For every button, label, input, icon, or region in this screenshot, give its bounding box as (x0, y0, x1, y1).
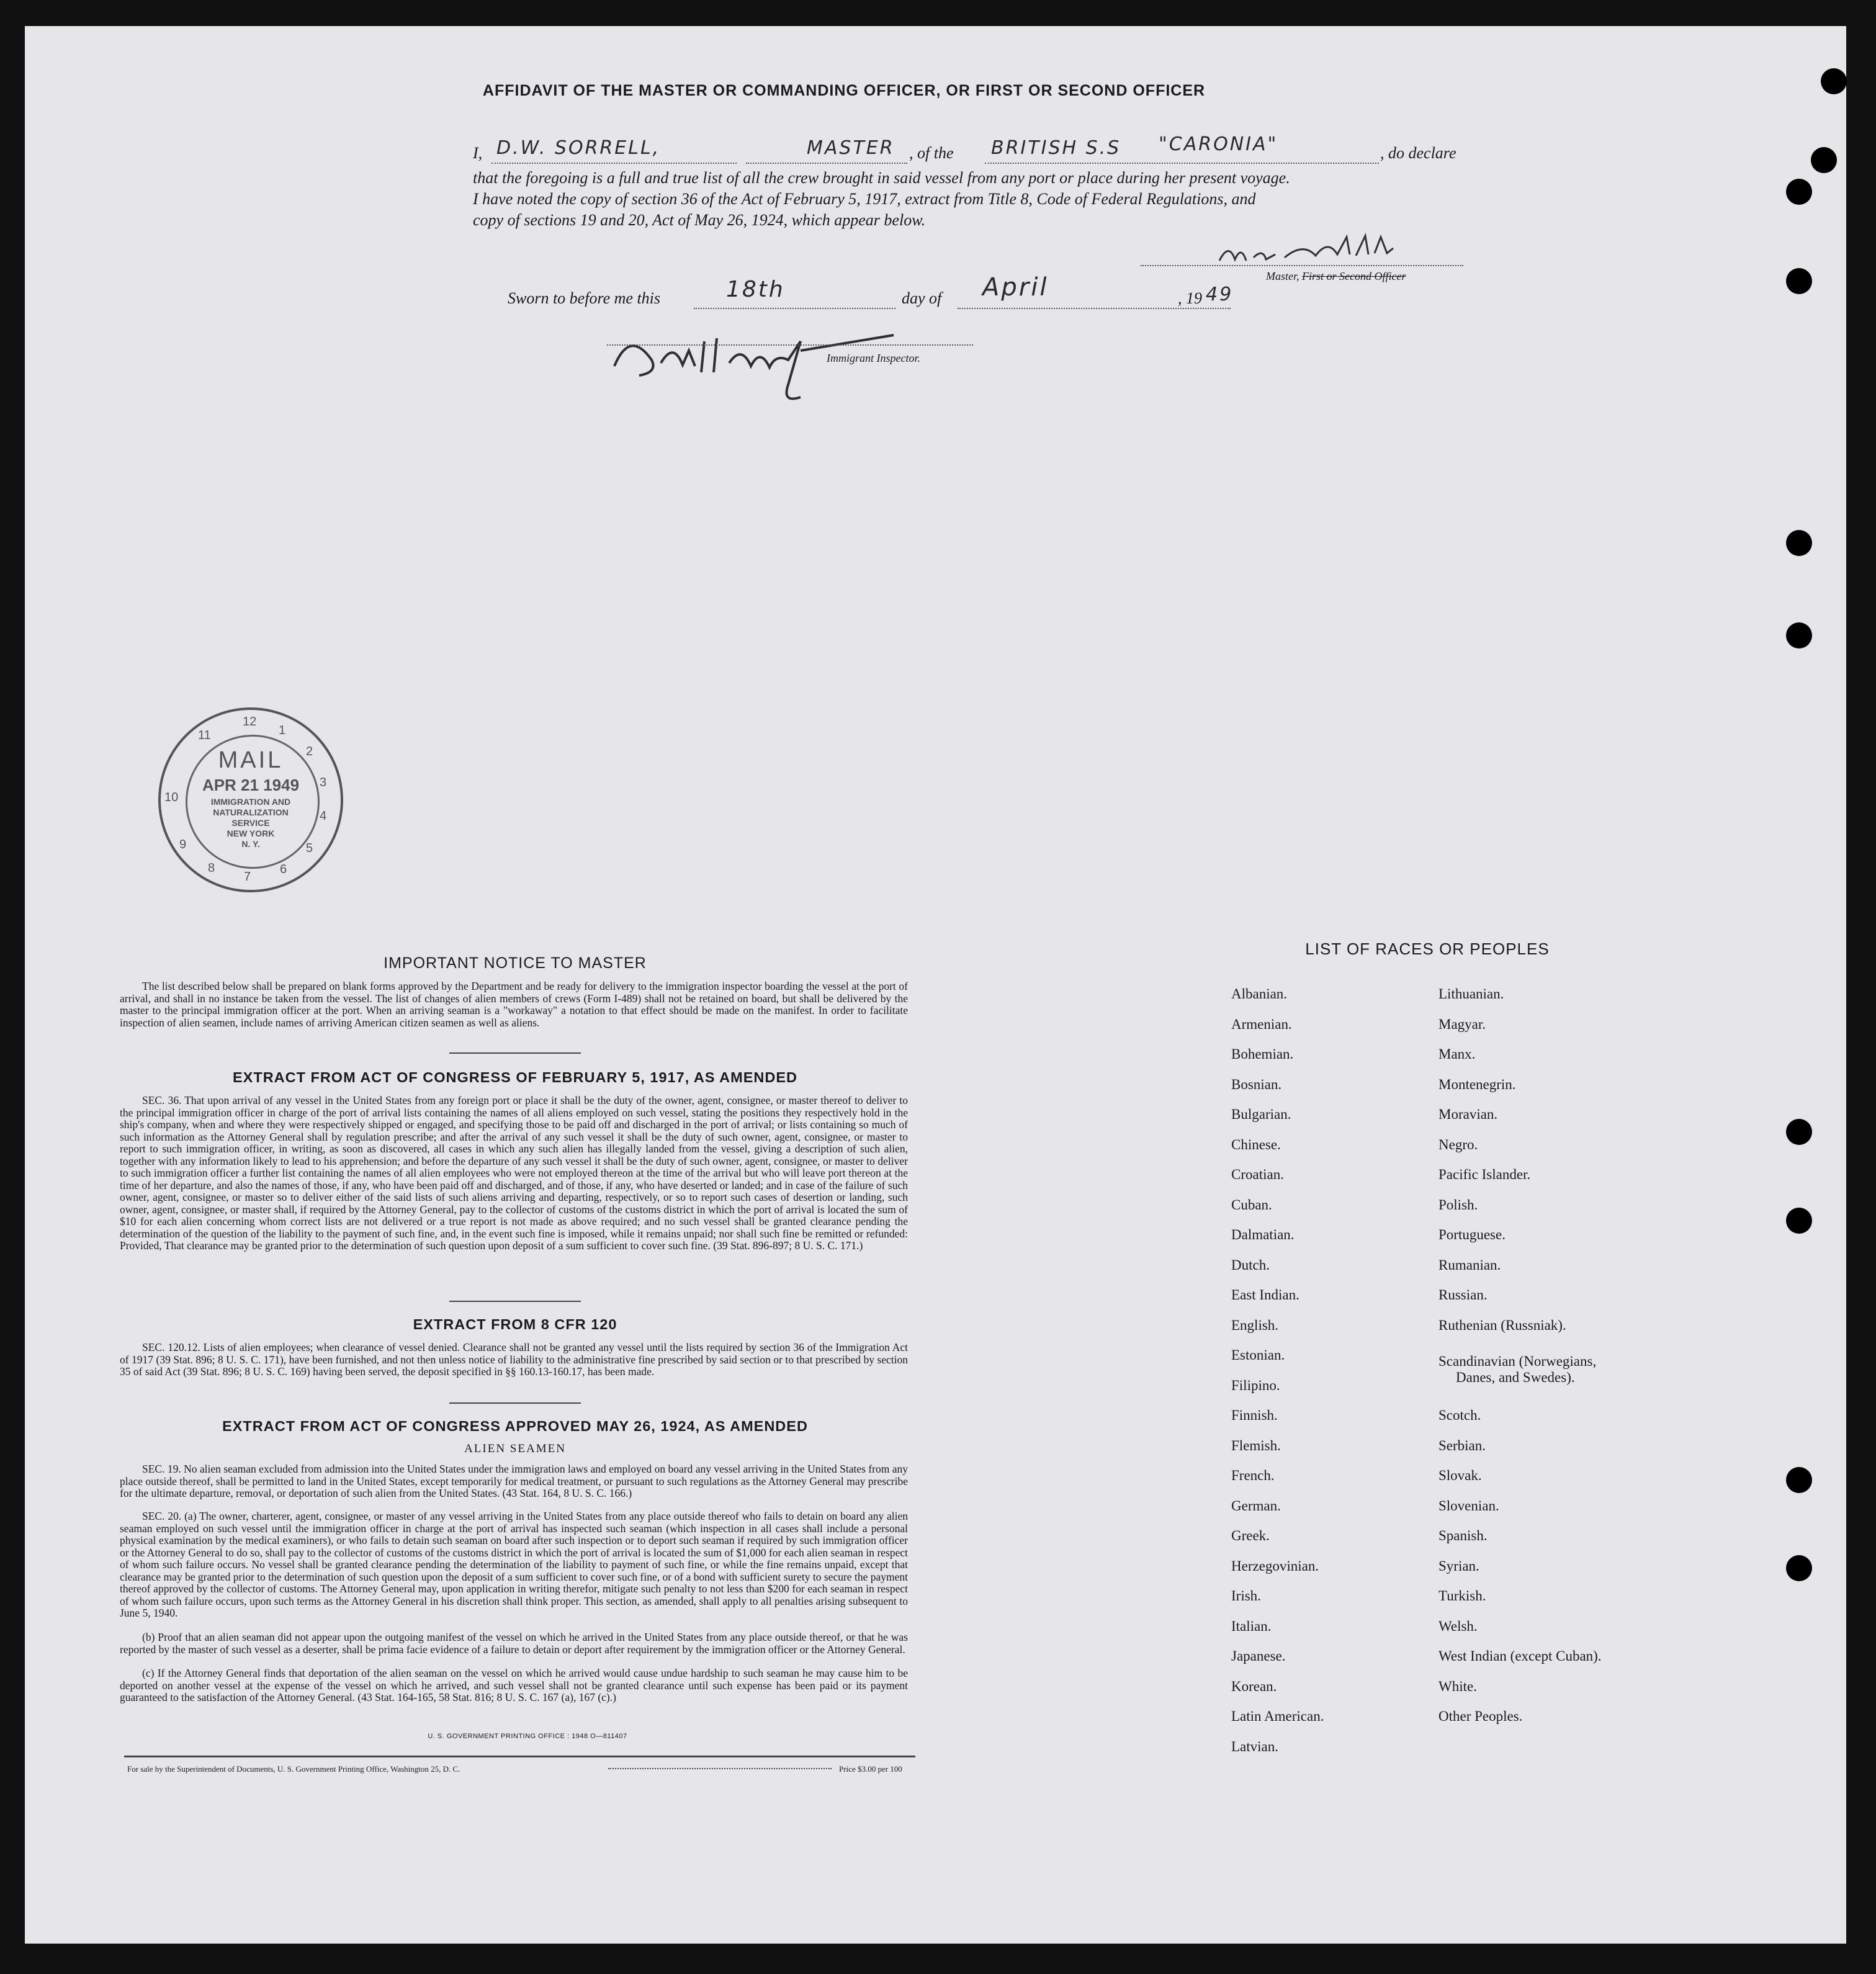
extract-cfr-body: SEC. 120.12. Lists of alien employees; when clearance of vessel denied. Clearance shall not be granted any vessel until the lists required by section 36 of the Immigration Act of 1917 (39 Stat. 896; 8 U. S. C. 171), have been furnished, and not then unless notice of liability to the administrative fine prescribed by said section or to that prescribed by section 35 of said Act (39 Stat. 896; 8 U. S. C. 169) having been served, the deposit specified in §§ 160.13-160.17, has been made. (120, 1341, 908, 1378)
race-item: Armenian. (1231, 1016, 1292, 1032)
affidavit-line1 (473, 133, 1472, 165)
punch-hole (1811, 147, 1837, 173)
master-caption (1266, 266, 1406, 287)
stamp-line3: SERVICE (231, 818, 270, 828)
stamp-hour-number: 12 (243, 715, 257, 729)
race-item: French. (1231, 1468, 1275, 1483)
race-item: Estonian. (1231, 1347, 1285, 1363)
divider-rule (449, 1301, 581, 1302)
stamp-line1: IMMIGRATION AND (210, 797, 291, 807)
race-item: Welsh. (1438, 1618, 1478, 1634)
stamp-hour-number: 5 (306, 841, 313, 855)
stamp-hour-number: 10 (164, 791, 179, 804)
race-item: Bulgarian. (1231, 1106, 1291, 1122)
race-item: Japanese. (1231, 1648, 1286, 1664)
race-item: Chinese. (1231, 1136, 1281, 1152)
affidavit-line4: copy of sections 19 and 20, Act of May 26, 1924, which appear below. (473, 211, 926, 229)
race-item: Latin American. (1231, 1708, 1324, 1724)
race-item: Polish. (1438, 1196, 1478, 1213)
stamp-hour-number: 4 (320, 809, 327, 823)
punch-hole (1786, 1467, 1812, 1493)
punch-hole (1786, 622, 1812, 648)
footer-leader-dots (608, 1768, 832, 1769)
race-item: Russian. (1438, 1287, 1488, 1303)
inspector-signature-line (607, 332, 973, 346)
race-item: East Indian. (1231, 1287, 1299, 1303)
race-item: West Indian (except Cuban). (1438, 1648, 1602, 1664)
sworn-day: 18th (726, 277, 785, 302)
race-item: Albanian. (1231, 986, 1288, 1002)
stamp-hour-number: 11 (198, 729, 211, 742)
race-item: White. (1438, 1678, 1477, 1694)
race-item: Greek. (1231, 1528, 1270, 1543)
race-item: Pacific Islander. (1438, 1167, 1531, 1182)
stamp-hour-number: 8 (208, 861, 215, 875)
divider-rule (449, 1402, 581, 1404)
sec20b-body: (b) Proof that an alien seaman did not appear upon the outgoing manifest of the vessel on which he arrived in the United States from any place outside thereof, or that he was reported by the master of such vessel as a deserter, shall be prima facie evidence of a failure to detain or deport after requirement by the immigration officer or the Attorney General. (120, 1631, 908, 1656)
race-item: Irish. (1231, 1588, 1261, 1604)
punch-hole (1786, 1119, 1812, 1145)
divider-rule (449, 1052, 581, 1054)
sworn-month: April (982, 273, 1049, 302)
races-heading: LIST OF RACES OR PEOPLES (1305, 940, 1550, 958)
master-name: D.W. SORRELL, (496, 137, 661, 159)
mail-received-stamp (158, 707, 343, 892)
stamp-line4: NEW YORK (227, 828, 275, 838)
race-item: Turkish. (1438, 1588, 1486, 1604)
sworn-line (508, 273, 1252, 313)
race-item: Croatian. (1231, 1167, 1284, 1182)
master-caption-label: Master, (1266, 270, 1299, 282)
race-item: Bosnian. (1231, 1076, 1282, 1092)
punch-hole (1786, 1208, 1812, 1234)
race-item: Filipino. (1231, 1377, 1280, 1393)
i-prefix: I, (473, 144, 483, 162)
stamp-hour-number: 1 (279, 724, 286, 737)
stamp-hour-number: 9 (179, 838, 187, 851)
notice-body: The list described below shall be prepared on blank forms approved by the Department and be ready for delivery to the immigration inspector boarding the vessel at the port of arrival, and shall in no instance be taken from the vessel. The list of changes of alien members of crews (Form I-489) shall not be retained on board, but shall be delivered by the master to the principal immigration officer at the port. When an arriving seaman is a "workaway" a notation to that effect should be made on the manifest. In order to facilitate inspection of alien seamen, include names of arriving American citizen seamen as well as aliens. (120, 980, 908, 1029)
stamp-line5: N. Y. (241, 839, 260, 849)
sec20c-body: (c) If the Attorney General finds that deportation of the alien seaman on the vessel on which he arrived would cause undue hardship to such seaman he may cause him to be deported on another vessel at the expense of the vessel on which he arrived, and such vessel shall not be granted clearance until such expense has been paid or its payment guaranteed to the satisfaction of the Attorney General. (43 Stat. 164-165, 58 Stat. 816; 8 U. S. C. 167 (a), 167 (c).) (120, 1667, 908, 1703)
race-item: Montenegrin. (1438, 1076, 1516, 1092)
affidavit-line3: I have noted the copy of section 36 of the Act of February 5, 1917, extract from Title 8, Code of Federal Regulations, and (473, 190, 1256, 208)
race-item: Finnish. (1231, 1407, 1278, 1423)
race-item: Dutch. (1231, 1257, 1270, 1273)
race-item: Scotch. (1438, 1407, 1481, 1423)
price-note: Price $3.00 per 100 (839, 1764, 902, 1774)
stamp-hour-number: 2 (306, 745, 313, 758)
stamp-date: APR 21 1949 (202, 776, 300, 794)
race-item: Rumanian. (1438, 1257, 1501, 1273)
of-the-text: , of the (909, 144, 954, 162)
affidavit-line2: that the foregoing is a full and true list of all the crew brought in said vessel from any port or place during her present voyage. (473, 169, 1290, 187)
sworn-prefix: Sworn to before me this (508, 289, 661, 307)
race-item: German. (1231, 1497, 1281, 1514)
extract-1917-body: SEC. 36. That upon arrival of any vessel in the United States from any foreign port or place it shall be the duty of the owner, agent, consignee, or master thereof to deliver to the principal immigration officer in charge of the port of arrival lists containing the names of all aliens employed on such vessel, stating the positions they respectively hold in the ship's company, when and where they were respectively shipped or engaged, and specifying those to be paid off and discharged in the port of arrival; or lists containing so much of such information as the Attorney General shall by regulation prescribe; and after the arrival of any such vessel it shall be the duty of such owner, agent, consignee, or master to report to such immigration officer, in writing, as soon as discovered, all cases in which any such alien has illegally landed from the vessel, giving a description of such alien, together with any information likely to lead to his apprehension; and before the departure of any such vessel it shall be the duty of such owner, agent, consignee, or master to deliver to such immigration officer a further list containing the names of all alien employees who were not employed thereon at the time of the arrival but who will leave port thereon at the time of her departure, and also the names of those, if any, who have been paid off and discharged, and of those, if any, who have deserted or landed; and in case of the failure of such owner, agent, consignee, or master so to deliver either of the said lists of such aliens arriving and departing, respectively, or so to report such cases of desertion or landing, such owner, agent, consignee, or master shall, if required by the Attorney General, pay to the collector of customs of the customs district in which the port of arrival is located the sum of $10 for each alien concerning whom correct lists are not delivered or a true report is not made as above required; and no such vessel shall be granted clearance pending the determination of the question of the liability to the payment of such fine, and, in the event such fine is imposed, while it remains unpaid; nor shall such fine be remitted or refunded: Provided, That clearance may be granted prior to the determination of such question upon deposit of a sum sufficient to cover such fine. (39 Stat. 896-897; 8 U. S. C. 171.) (120, 1094, 908, 1252)
master-title: MASTER (807, 137, 895, 159)
stamp-word: MAIL (218, 747, 284, 773)
extract-1924-heading: EXTRACT FROM ACT OF CONGRESS APPROVED MAY 26, 1924, AS AMENDED (222, 1418, 808, 1434)
race-item: Serbian. (1438, 1437, 1486, 1453)
for-sale-note: For sale by the Superintendent of Documents, U. S. Government Printing Office, Washington 25, D. C. (127, 1764, 460, 1774)
inspector-caption: Immigrant Inspector. (827, 352, 920, 364)
extract-cfr-heading: EXTRACT FROM 8 CFR 120 (413, 1316, 617, 1332)
race-item: Manx. (1438, 1046, 1476, 1062)
race-item: Ruthenian (Russniak). (1438, 1317, 1566, 1333)
race-item: Slovenian. (1438, 1497, 1499, 1514)
race-item: English. (1231, 1317, 1279, 1333)
punch-hole (1786, 268, 1812, 294)
race-item: Slovak. (1438, 1468, 1482, 1483)
stamp-hour-number: 3 (320, 776, 327, 789)
footer-rule (124, 1756, 915, 1757)
punch-hole (1821, 68, 1847, 94)
vessel-nationality: BRITISH S.S (991, 137, 1121, 159)
stamp-hour-number: 6 (280, 863, 287, 876)
race-item: Cuban. (1231, 1196, 1272, 1213)
master-signature-line (1141, 251, 1463, 266)
race-item: Moravian. (1438, 1106, 1498, 1122)
race-item: Syrian. (1438, 1558, 1479, 1574)
affidavit-heading: AFFIDAVIT OF THE MASTER OR COMMANDING OFFICER, OR FIRST OR SECOND OFFICER (482, 82, 1206, 99)
officer-caption-struck: First or Second Officer (1302, 270, 1406, 282)
do-declare-text: , do declare (1380, 144, 1456, 162)
race-item: Lithuanian. (1438, 986, 1504, 1002)
punch-hole (1786, 530, 1812, 556)
race-item: Danes, and Swedes). (1456, 1370, 1575, 1385)
race-item: Other Peoples. (1438, 1708, 1523, 1724)
race-item: Bohemian. (1231, 1046, 1294, 1062)
day-of-text: day of (902, 289, 942, 307)
notice-heading: IMPORTANT NOTICE TO MASTER (384, 954, 647, 972)
sec20a-body: SEC. 20. (a) The owner, charterer, agent, consignee, or master of any vessel arriving in the United States from any place outside thereof who fails to detain on board any alien seaman employed on such vessel until the immigration officer in charge at the port of arrival has inspected such seaman (which inspection in all cases shall include a personal physical examination by the medical examiners), or who fails to detain such seaman on board after such inspection or to deport such seaman if required by such immigration officer or the Attorney General to do so, shall pay to the collector of customs of the customs district in which the port of arrival is located the sum of $1,000 for each alien seaman in respect of whom such failure occurs. No vessel shall be granted clearance pending the determination of the liability to payment of such fine, or while the fine remains unpaid, except that clearance may be granted prior to the determination of such question upon the deposit of a sum sufficient to cover such fine, or of a bond with sufficient surety to secure the payment thereof approved by the collector of customs. The Attorney General may, upon application in writing therefor, mitigate such penalty to not less than $200 for each seaman in respect of whom such failure occurs, upon such terms as the Attorney General in his discretion shall think proper. This section, as amended, shall apply to all penalties arising subsequent to June 5, 1940. (120, 1510, 908, 1619)
race-item: Flemish. (1231, 1437, 1281, 1453)
sworn-day-fill (694, 289, 895, 309)
race-item: Latvian. (1231, 1738, 1278, 1754)
sworn-year: 49 (1206, 284, 1234, 305)
punch-hole (1786, 179, 1812, 205)
race-item: Dalmatian. (1231, 1227, 1295, 1242)
sec19-body: SEC. 19. No alien seaman excluded from admission into the United States under the immigration laws and employed on board any vessel arriving in the United States from any place outside thereof, shall be permitted to land in the United States, except temporarily for medical treatment, or pursuant to such regulations as the Attorney General may prescribe for the ultimate departure, removal, or deportation of such alien from the United States. (43 Stat. 164, 8 U. S. C. 166.) (120, 1463, 908, 1499)
extract-1917-heading: EXTRACT FROM ACT OF CONGRESS OF FEBRUARY 5, 1917, AS AMENDED (232, 1069, 797, 1085)
alien-seamen-subheading: ALIEN SEAMEN (464, 1442, 566, 1455)
race-item: Spanish. (1438, 1528, 1488, 1543)
year-prefix: , 19 (1178, 289, 1202, 307)
stamp-line2: NATURALIZATION (213, 807, 289, 817)
stamp-hour-number: 7 (244, 870, 251, 884)
printing-office-note: U. S. GOVERNMENT PRINTING OFFICE : 1948 O—811407 (428, 1733, 627, 1740)
race-item: Korean. (1231, 1678, 1277, 1694)
race-item: Negro. (1438, 1136, 1478, 1152)
race-item: Scandinavian (Norwegians, (1438, 1353, 1597, 1369)
punch-hole (1786, 1555, 1812, 1581)
race-item: Magyar. (1438, 1016, 1486, 1032)
race-item: Italian. (1231, 1618, 1272, 1634)
race-item: Herzegovinian. (1231, 1558, 1319, 1574)
vessel-name: "CARONIA" (1159, 133, 1278, 155)
race-item: Portuguese. (1438, 1227, 1506, 1242)
